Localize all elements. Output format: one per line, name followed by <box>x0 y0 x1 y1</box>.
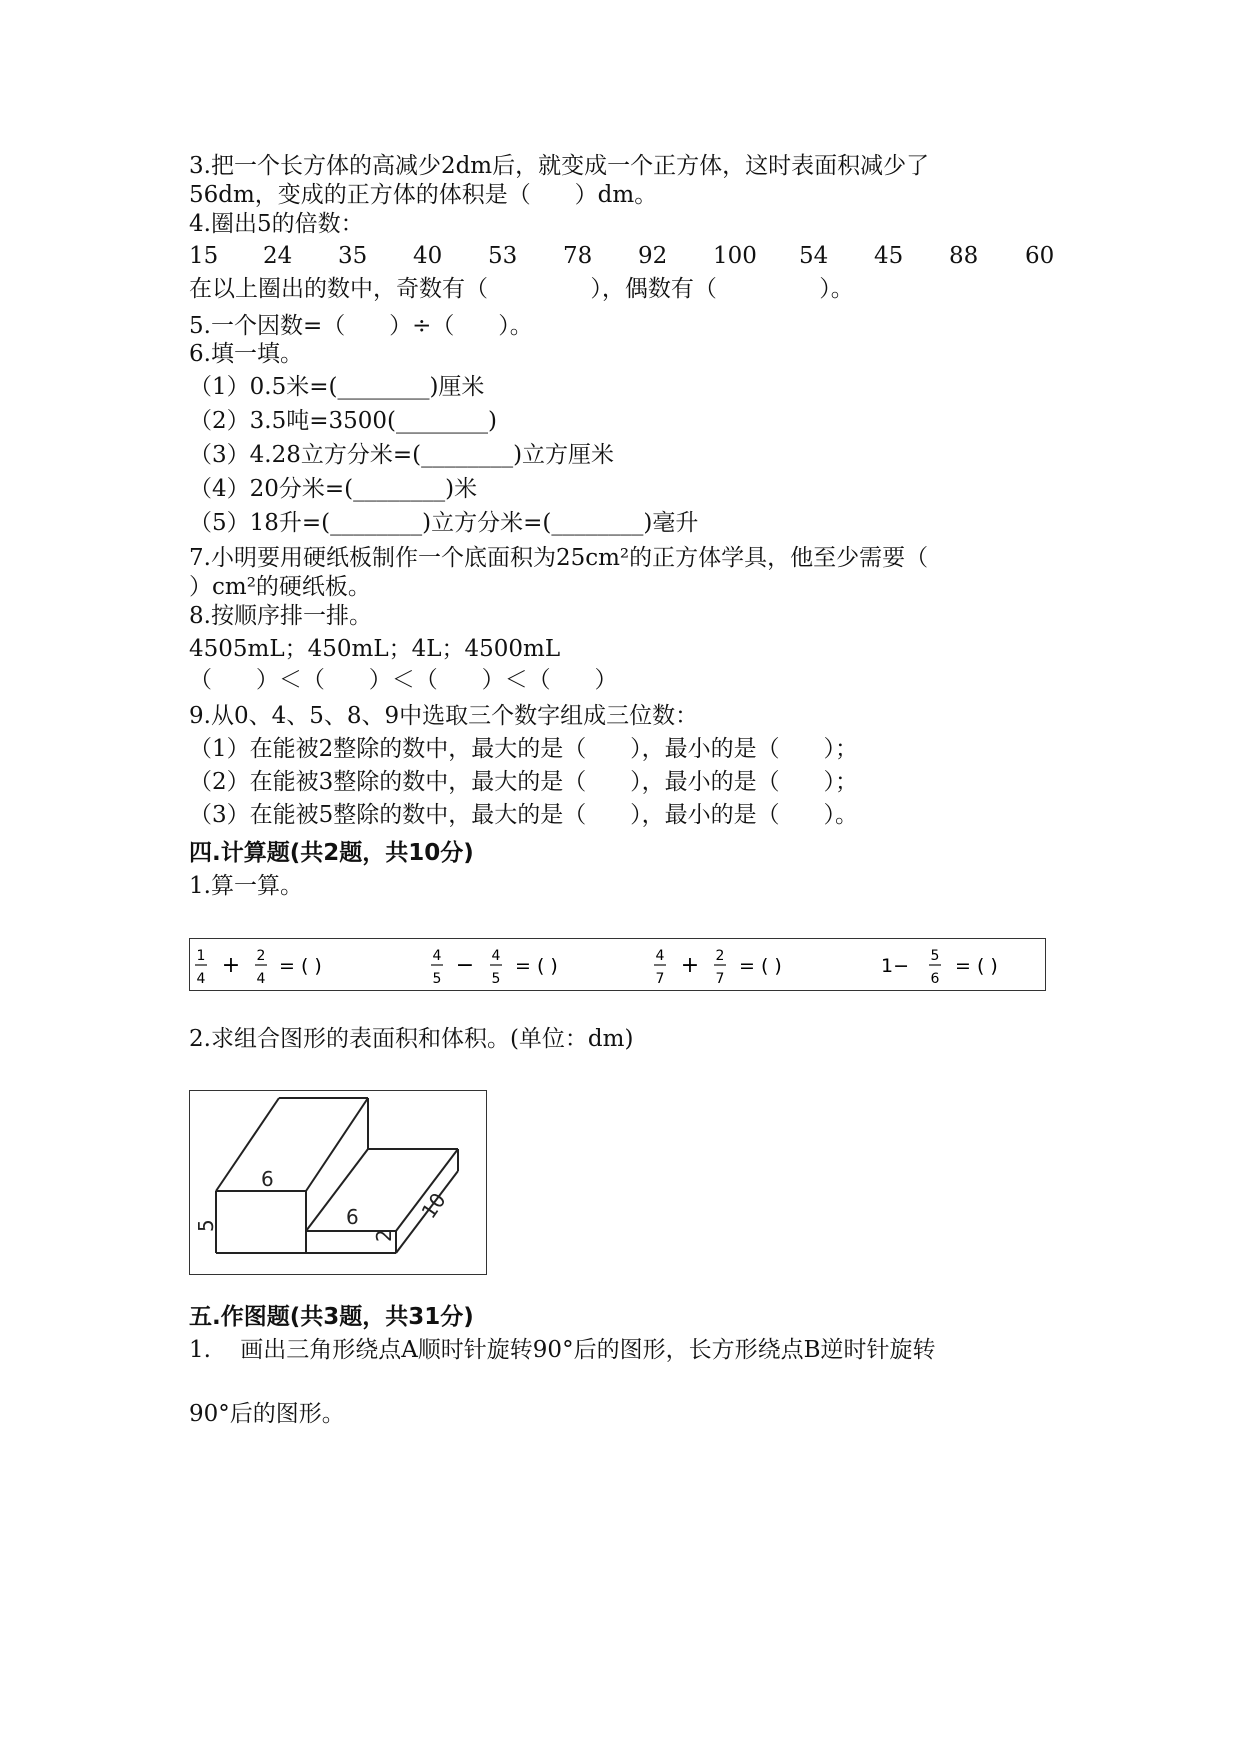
section4-heading: 四.计算题(共2题，共10分) <box>189 840 474 866</box>
operator: + <box>221 953 241 978</box>
answer-blank: = ( ) <box>739 955 782 977</box>
answer-blank: = ( ) <box>515 955 558 977</box>
whole-number: 1− <box>881 955 910 977</box>
q9-item: （1）在能被2整除的数中，最大的是（ ），最小的是（ ）； <box>189 736 858 762</box>
q4-number[interactable]: 35 <box>338 243 368 269</box>
q4-follow-up: 在以上圈出的数中，奇数有（ ），偶数有（ ）。 <box>189 276 854 302</box>
section5-q1-line2: 90°后的图形。 <box>189 1401 345 1427</box>
label-depth: 10 <box>416 1188 451 1223</box>
q8-order-blanks: （ ）＜（ ）＜（ ）＜（ ） <box>189 667 618 693</box>
q6-item: （2）3.5吨=3500(________) <box>189 408 497 434</box>
q4-number[interactable]: 100 <box>713 243 757 269</box>
q5-text: 5.一个因数=（ ）÷（ ）。 <box>189 313 533 339</box>
fraction-denominator: 7 <box>715 971 725 987</box>
composite-solid-figure <box>189 1090 487 1275</box>
calc-expression-2 <box>431 948 558 987</box>
q6-item: （5）18升=(________)立方分米=(________)毫升 <box>189 510 699 536</box>
q8-values: 4505mL；450mL；4L；4500mL <box>189 636 561 662</box>
q8-title: 8.按顺序排一排。 <box>189 603 372 629</box>
section5-heading: 五.作图题(共3题，共31分) <box>189 1304 474 1330</box>
calculation-box <box>189 938 1046 991</box>
fraction-denominator: 4 <box>256 971 266 987</box>
q4-number[interactable]: 78 <box>563 243 593 269</box>
q4-number[interactable]: 88 <box>949 243 979 269</box>
q6-item: （1）0.5米=(________)厘米 <box>189 374 485 400</box>
q4-number[interactable]: 45 <box>874 243 904 269</box>
q6-item: （4）20分米=(________)米 <box>189 476 478 502</box>
calc-expression-4 <box>881 948 998 987</box>
q3-line2: 56dm，变成的正方体的体积是（ ）dm。 <box>189 182 658 208</box>
q7-line1: 7.小明要用硬纸板制作一个底面积为25cm²的正方体学具，他至少需要（ <box>189 545 929 571</box>
section5-q1-line1: 1. 画出三角形绕点A顺时针旋转90°后的图形，长方形绕点B逆时针旋转 <box>189 1337 936 1363</box>
q3-line1: 3.把一个长方体的高减少2dm后，就变成一个正方体，这时表面积减少了 <box>189 153 930 179</box>
q4-number[interactable]: 54 <box>799 243 829 269</box>
fraction-numerator: 1 <box>196 948 206 964</box>
fraction-numerator: 5 <box>930 948 940 964</box>
q6-item: （3）4.28立方分米=(________)立方厘米 <box>189 442 615 468</box>
q4-number[interactable]: 24 <box>263 243 293 269</box>
q4-number[interactable]: 40 <box>413 243 443 269</box>
q6-title: 6.填一填。 <box>189 341 303 367</box>
fraction-denominator: 4 <box>196 971 206 987</box>
calc-expression-3 <box>654 948 782 987</box>
fraction-numerator: 2 <box>256 948 266 964</box>
fraction-denominator: 6 <box>930 971 940 987</box>
q4-number-row <box>189 241 1069 271</box>
label-step-length: 6 <box>346 1205 359 1229</box>
q9-item: （3）在能被5整除的数中，最大的是（ ），最小的是（ ）。 <box>189 802 858 828</box>
answer-blank: = ( ) <box>279 955 322 977</box>
operator: + <box>680 953 700 978</box>
fraction-denominator: 5 <box>432 971 442 987</box>
section4-q2-title: 2.求组合图形的表面积和体积。(单位：dm) <box>189 1026 634 1052</box>
q9-title: 9.从0、4、5、8、9中选取三个数字组成三位数： <box>189 703 699 729</box>
q4-title: 4.圈出5的倍数： <box>189 211 364 237</box>
fraction-denominator: 7 <box>655 971 665 987</box>
answer-blank: = ( ) <box>955 955 998 977</box>
q4-number[interactable]: 15 <box>189 243 219 269</box>
q9-item: （2）在能被3整除的数中，最大的是（ ），最小的是（ ）； <box>189 769 858 795</box>
operator: − <box>455 953 475 978</box>
q4-number[interactable]: 53 <box>488 243 518 269</box>
label-height: 5 <box>194 1219 218 1232</box>
section4-q1-title: 1.算一算。 <box>189 873 303 899</box>
fraction-numerator: 4 <box>655 948 665 964</box>
label-step-height: 2 <box>372 1229 396 1242</box>
label-top-length: 6 <box>261 1167 274 1191</box>
q4-number[interactable]: 60 <box>1025 243 1055 269</box>
fraction-numerator: 4 <box>432 948 442 964</box>
fraction-numerator: 2 <box>715 948 725 964</box>
calc-expression-1 <box>195 948 322 987</box>
fraction-numerator: 4 <box>491 948 501 964</box>
q7-line2: ）cm²的硬纸板。 <box>189 574 371 600</box>
fraction-denominator: 5 <box>491 971 501 987</box>
q4-number[interactable]: 92 <box>638 243 668 269</box>
